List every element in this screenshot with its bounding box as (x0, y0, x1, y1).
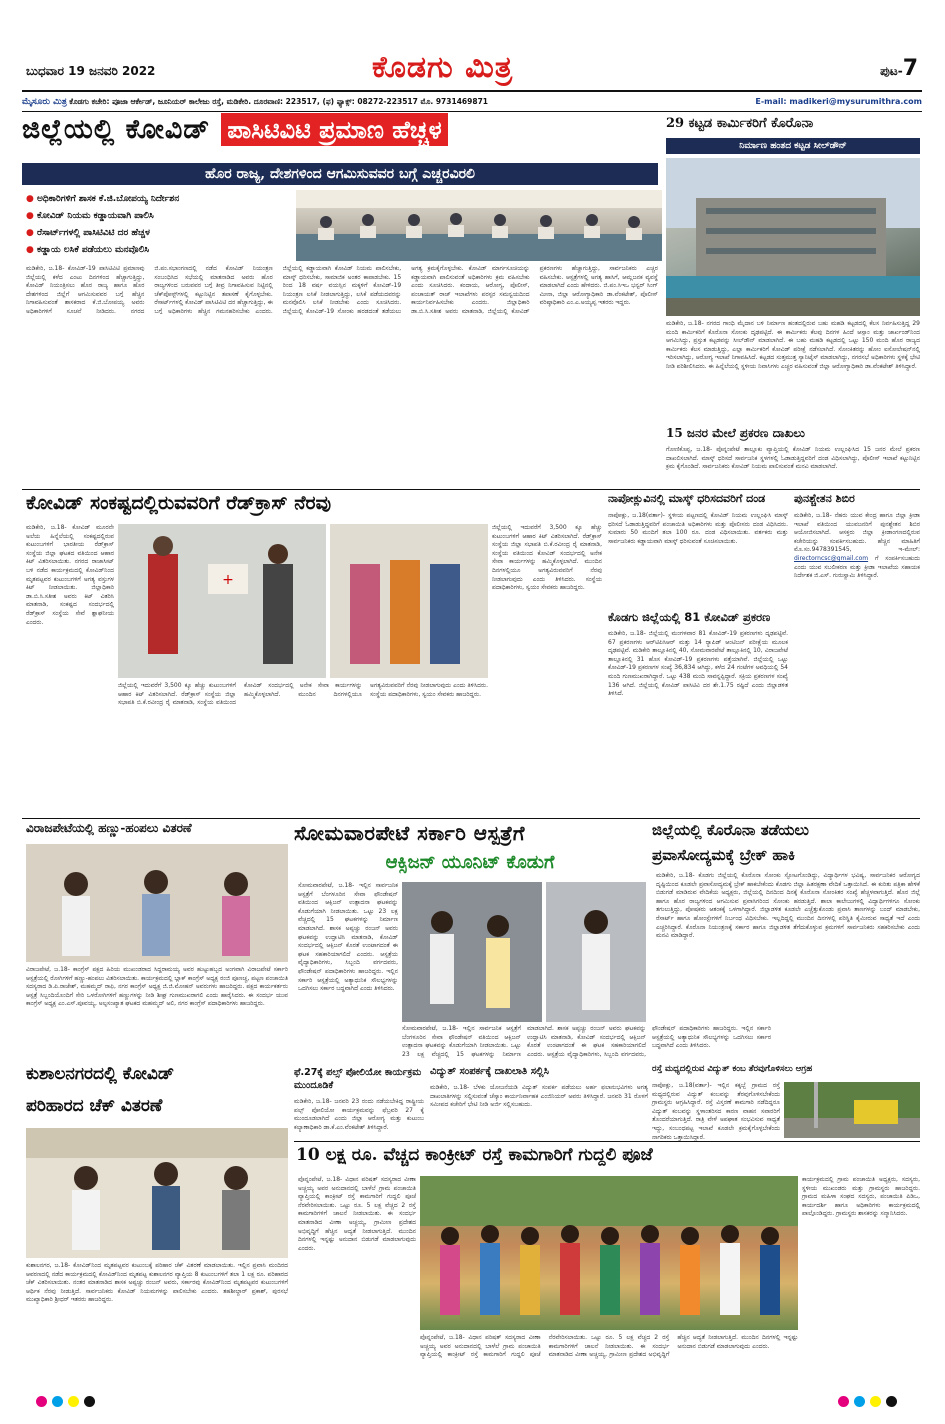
roadworks-body-right: ಕಾರ್ಯಕ್ರಮದಲ್ಲಿ ಗ್ರಾಮ ಪಂಚಾಯಿತಿ ಅಧ್ಯಕ್ಷರು, ಸದಸ್ಯರು, ಸ್ಥಳೀಯ ಮುಖಂಡರು ಮತ್ತು ಗ್ರಾಮಸ್ಥರು ಹಾಜರಿದ್ದರು. ಗ್ರಾಮದ ಮಹಿಳಾ ಸಂಘದ ಸದಸ್ಯರು, ಪಂಚಾಯಿತಿ ಪಿಡಿಒ, ಕಾರ್ಯದರ್ಶಿ ಹಾಗೂ ಅಧಿಕಾರಿಗಳು ಕಾರ್ಯಕ್ರಮದಲ್ಲಿ ಪಾಲ್ಗೊಂಡಿದ್ದರು. ಗ್ರಾಮಸ್ಥರು ಶಾಸಕರನ್ನು ಸನ್ಮಾನಿಸಿದರು. (802, 1176, 920, 1218)
divider (22, 818, 920, 819)
kushal-photo (26, 1128, 288, 1258)
page-indicator (880, 56, 918, 81)
kushal-headline-1: ಕುಶಾಲನಗರದಲ್ಲಿ ಕೋವಿಡ್ (26, 1064, 175, 1084)
cases-15-body: ಗೋಣಿಕೊಪ್ಪ, ಜ.18- ಪೊನ್ನಂಪೇಟೆ ತಾಲ್ಲೂಕು ವ್ಯಾಪ್ತಿಯಲ್ಲಿ ಕೋವಿಡ್ ನಿಯಮ ಉಲ್ಲಂಘಿಸಿದ 15 ಜನರ ಮೇಲೆ ಪ್ರಕರಣ ದಾಖಲಿಸಲಾಗಿದೆ. ಮಾಸ್ಕ್ ಧರಿಸದೆ ಸಾರ್ವಜನಿಕ ಸ್ಥಳಗಳಲ್ಲಿ ಓಡಾಡುತ್ತಿದ್ದವರಿಗೆ ದಂಡ ವಿಧಿಸಲಾಗಿದ್ದು, ಪೊಲೀಸ್ ಇಲಾಖೆ ಕಟ್ಟುನಿಟ್ಟಿನ ಕ್ರಮ ಕೈಗೊಂಡಿದೆ. ಸಾರ್ವಜನಿಕರು ಕೋವಿಡ್ ನಿಯಮ ಪಾಲಿಸುವಂತೆ ಮನವಿ ಮಾಡಲಾಗಿದೆ. (666, 446, 920, 471)
bullet-item: ● ಅಧಿಕಾರಿಗಳಿಗೆ ಶಾಸಕ ಕೆ.ಜಿ.ಬೋಪಯ್ಯ ನಿರ್ದೇಶನ (26, 194, 180, 204)
divider (22, 489, 920, 490)
roadworks-headline: 10 ಲಕ್ಷ ರೂ. ವೆಚ್ಚದ ಕಾಂಕ್ರೀಟ್ ರಸ್ತೆ ಕಾಮಗಾರಿಗೆ ಗುದ್ದಲಿ ಪೂಜೆ (296, 1145, 653, 1165)
oxygen-photo-2 (546, 882, 646, 1022)
sports-body: ಮಡಿಕೇರಿ, ಜ.18- ನೆಹರು ಯುವ ಕೇಂದ್ರ ಹಾಗೂ ಜಿಲ್ಲಾ ಕ್ರೀಡಾ ಇಲಾಖೆ ವತಿಯಿಂದ ಯುವಜನರಿಗೆ ಪುನಶ್ಚೇತನ ಶಿಬಿರ ಆಯೋಜಿಸಲಾಗಿದೆ. ಆಸಕ್ತರು ಜಿಲ್ಲಾ ಕ್ರೀಡಾಂಗಣದಲ್ಲಿರುವ ಕಚೇರಿಯನ್ನು ಸಂಪರ್ಕಿಸಬಹುದು. ಹೆಚ್ಚಿನ ಮಾಹಿತಿಗೆ ಮೊ.ಸಂ.9478391545, ಇ-ಮೇಲ್: directorncsc@gmail.com ಗೆ ಸಂಪರ್ಕಿಸಬಹುದು ಎಂದು ಯುವ ಸಬಲೀಕರಣ ಮತ್ತು ಕ್ರೀಡಾ ಇಲಾಖೆಯ ಸಹಾಯಕ ನಿರ್ದೇಶಕ ಜಿ.ಎಸ್. ಗುರುಸ್ವಾಮಿ ತಿಳಿಸಿದ್ದಾರೆ. (794, 512, 920, 580)
kushal-headline-2: ಪರಿಹಾರದ ಚೆಕ್ ವಿತರಣೆ (26, 1096, 163, 1116)
tourism-body: ಮಡಿಕೇರಿ, ಜ.18- ಕೊಡಗು ಜಿಲ್ಲೆಯಲ್ಲಿ ಕೊರೊನಾ ಸೋಂಕು ಸ್ಫೋಟಗೊಂಡಿದ್ದು, ವಿದ್ಯಾರ್ಥಿಗಳ ಭವಿಷ್ಯ, ಸಾರ್ವಜನಿಕರ ಆರೋಗ್ಯದ ದೃಷ್ಟಿಯಿಂದ ಕೂಡಲೇ ಪ್ರವಾಸೋದ್ಯಮಕ್ಕೆ ಬ್ರೇಕ್ ಹಾಕಬೇಕೆಂದು ಕೊಡಗು ಜಿಲ್ಲಾ ಹಿತರಕ್ಷಣಾ ವೇದಿಕೆ ಒತ್ತಾಯಿಸಿದೆ. ಈ ಕುರಿತು ಪತ್ರಿಕಾ ಹೇಳಿಕೆ ಬಿಡುಗಡೆ ಮಾಡಿರುವ ವೇದಿಕೆಯ ಅಧ್ಯಕ್ಷರು, ಜಿಲ್ಲೆಯಲ್ಲಿ ದಿನದಿಂದ ದಿನಕ್ಕೆ ಕೊರೊನಾ ಸೋಂಕಿತರ ಸಂಖ್ಯೆ ಹೆಚ್ಚಳವಾಗುತ್ತಿದೆ. ಹೊರ ಜಿಲ್ಲೆ ಹಾಗೂ ಹೊರ ರಾಜ್ಯಗಳಿಂದ ಆಗಮಿಸುವ ಪ್ರವಾಸಿಗರಿಂದ ಸೋಂಕು ಹರಡುತ್ತಿದೆ. ಶಾಲಾ ಕಾಲೇಜುಗಳಲ್ಲಿ ವಿದ್ಯಾರ್ಥಿಗಳಿಗೂ ಸೋಂಕು ತಗುಲುತ್ತಿದ್ದು, ಪೋಷಕರು ಆತಂಕಕ್ಕೆ ಒಳಗಾಗಿದ್ದಾರೆ. ಜಿಲ್ಲಾಡಳಿತ ಕೂಡಲೇ ಎಚ್ಚೆತ್ತುಕೊಂಡು ಪ್ರವಾಸಿ ತಾಣಗಳನ್ನು ಬಂದ್ ಮಾಡಬೇಕು, ರೆಸಾರ್ಟ್ ಹಾಗೂ ಹೋಂಸ್ಟೇಗಳಿಗೆ ನಿರ್ಬಂಧ ವಿಧಿಸಬೇಕು. ಇಲ್ಲದಿದ್ದಲ್ಲಿ ಮುಂದಿನ ದಿನಗಳಲ್ಲಿ ಪರಿಸ್ಥಿತಿ ಕೈಮೀರುವ ಸಾಧ್ಯತೆ ಇದೆ ಎಂದು ಎಚ್ಚರಿಸಿದ್ದಾರೆ. ಕೊರೊನಾ ನಿಯಂತ್ರಣಕ್ಕೆ ಸರ್ಕಾರ ಹಾಗೂ ಜಿಲ್ಲಾಡಳಿತ ತೆಗೆದುಕೊಳ್ಳುವ ಕ್ರಮಗಳಿಗೆ ಸಾರ್ವಜನಿಕರು ಸಹಕರಿಸಬೇಕು ಎಂದು ಮನವಿ ಮಾಡಿದ್ದಾರೆ. (656, 872, 920, 940)
maskfine-body: ನಾಪೋಕ್ಲು, ಜ.18(ವರ್ತಾ)- ಸ್ಥಳೀಯ ಪಟ್ಟಣದಲ್ಲಿ ಕೋವಿಡ್ ನಿಯಮ ಉಲ್ಲಂಘಿಸಿ ಮಾಸ್ಕ್ ಧರಿಸದೆ ಓಡಾಡುತ್ತಿದ್ದವರಿಗೆ ಪಂಚಾಯಿತಿ ಅಧಿಕಾರಿಗಳು ಮತ್ತು ಪೊಲೀಸರು ದಂಡ ವಿಧಿಸಿದರು. ಸುಮಾರು 50 ಮಂದಿಗೆ ತಲಾ 100 ರೂ. ದಂಡ ವಿಧಿಸಲಾಯಿತು. ವರ್ತಕರು ಮತ್ತು ಸಾರ್ವಜನಿಕರು ಕಡ್ಡಾಯವಾಗಿ ಮಾಸ್ಕ್ ಧರಿಸುವಂತೆ ಸೂಚಿಸಲಾಯಿತು. (608, 512, 788, 545)
lead-headline-part1: ಜಿಲ್ಲೆಯಲ್ಲಿ ಕೋವಿಡ್ (22, 114, 211, 145)
page-number: 7 (902, 56, 918, 81)
strip-email: E-mail: madikeri@mysurumithra.com (755, 97, 922, 106)
roadworks-photo (420, 1176, 798, 1330)
roadworks-caption: ಪೊನ್ನಂಪೇಟೆ, ಜ.18- ವಿಧಾನ ಪರಿಷತ್ ಸದಸ್ಯರಾದ ವೀಣಾ ಅಚ್ಚಯ್ಯ ಅವರ ಅನುದಾನದಲ್ಲಿ ಬಾಳೆಲೆ ಗ್ರಾಮ ಪಂಚಾಯಿತಿ ವ್ಯಾಪ್ತಿಯಲ್ಲಿ ಕಾಂಕ್ರೀಟ್ ರಸ್ತೆ ಕಾಮಗಾರಿಗೆ ಗುದ್ದಲಿ ಪೂಜೆ ನೆರವೇರಿಸಲಾಯಿತು. ಒಟ್ಟು ರೂ. 5 ಲಕ್ಷ ವೆಚ್ಚದ 2 ರಸ್ತೆ ಕಾಮಗಾರಿಗಳಿಗೆ ಚಾಲನೆ ನೀಡಲಾಯಿತು. ಈ ಸಂದರ್ಭ ಮಾತನಾಡಿದ ವೀಣಾ ಅಚ್ಚಯ್ಯ, ಗ್ರಾಮೀಣ ಪ್ರದೇಶದ ಅಭಿವೃದ್ಧಿಗೆ ಹೆಚ್ಚಿನ ಆದ್ಯತೆ ನೀಡಲಾಗುತ್ತಿದೆ. ಮುಂದಿನ ದಿನಗಳಲ್ಲಿ ಇನ್ನಷ್ಟು ಅನುದಾನ ಬಿಡುಗಡೆ ಮಾಡಲಾಗುವುದು ಎಂದರು. (420, 1334, 798, 1359)
lead-subhead: ಹೊರ ರಾಜ್ಯ, ದೇಶಗಳಿಂದ ಆಗಮಿಸುವವರ ಬಗ್ಗೆ ಎಚ್ಚರವಿರಲಿ (22, 163, 658, 185)
divider (294, 1141, 920, 1142)
virajpet-body: ವಿರಾಜಪೇಟೆ, ಜ.18- ಕಾಂಗ್ರೆಸ್ ಪಕ್ಷದ ಹಿರಿಯ ಮುಖಂಡರಾದ ಸಿದ್ದರಾಮಯ್ಯ ಅವರ ಹುಟ್ಟುಹಬ್ಬದ ಅಂಗವಾಗಿ ವಿರಾಜಪೇಟೆ ಸರ್ಕಾರಿ ಆಸ್ಪತ್ರೆಯಲ್ಲಿ ರೋಗಿಗಳಿಗೆ ಹಣ್ಣು-ಹಂಪಲು ವಿತರಿಸಲಾಯಿತು. ಕಾರ್ಯಕ್ರಮದಲ್ಲಿ ಬ್ಲಾಕ್ ಕಾಂಗ್ರೆಸ್ ಅಧ್ಯಕ್ಷ ರಂಜಿ ಪೂಣಚ್ಚ, ಪಟ್ಟಣ ಪಂಚಾಯಿತಿ ಸದಸ್ಯರಾದ ಡಿ.ಪಿ.ರಾಜೇಶ್, ಮಹಮ್ಮದ್ ರಾಫಿ, ನಗರ ಕಾಂಗ್ರೆಸ್ ಅಧ್ಯಕ್ಷ ಜಿ.ಜಿ.ಮೋಹನ್ ಅವರುಗಳು ಹಾಜರಿದ್ದರು. ಪಕ್ಷದ ಕಾರ್ಯಕರ್ತರು ಆಸ್ಪತ್ರೆ ಸಿಬ್ಬಂದಿಯೊಂದಿಗೆ ಸೇರಿ ಒಳರೋಗಿಗಳಿಗೆ ಹಣ್ಣುಗಳನ್ನು ನೀಡಿ ಶೀಘ್ರ ಗುಣಮುಖರಾಗಲಿ ಎಂದು ಹಾರೈಸಿದರು. ಈ ಸಂದರ್ಭ ಯುವ ಕಾಂಗ್ರೆಸ್ ಅಧ್ಯಕ್ಷ ಎಂ.ಎಸ್.ಪೂವಯ್ಯ, ಅಲ್ಪಸಂಖ್ಯಾತ ಘಟಕದ ಮಹಮ್ಮದ್ ಅಲಿ, ನಗರ ಕಾಂಗ್ರೆಸ್ ಪದಾಧಿಕಾರಿಗಳು ಹಾಜರಿದ್ದರು. (26, 966, 288, 1008)
redcross-headline: ಕೋವಿಡ್ ಸಂಕಷ್ಟದಲ್ಲಿರುವವರಿಗೆ ರೆಡ್‌ಕ್ರಾಸ್ ನೆರವು (26, 492, 332, 514)
redcross-body-far: ಜಿಲ್ಲೆಯಲ್ಲಿ ಇದುವರೆಗೆ 3,500 ಕ್ಕೂ ಹೆಚ್ಚು ಕುಟುಂಬಗಳಿಗೆ ಆಹಾರ ಕಿಟ್ ವಿತರಿಸಲಾಗಿದೆ. ರೆಡ್‌ಕ್ರಾಸ್ ಸಂಸ್ಥೆಯ ಜಿಲ್ಲಾ ಸಭಾಪತಿ ಬಿ.ಕೆ.ರವೀಂದ್ರ ರೈ ಮಾತನಾಡಿ, ಸಂಸ್ಥೆಯ ವತಿಯಿಂದ ಕೋವಿಡ್ ಸಂದರ್ಭದಲ್ಲಿ ಅನೇಕ ಸೇವಾ ಕಾರ್ಯಗಳನ್ನು ಹಮ್ಮಿಕೊಳ್ಳಲಾಗಿದೆ. ಮುಂದಿನ ದಿನಗಳಲ್ಲಿಯೂ ಅಗತ್ಯವಿರುವವರಿಗೆ ನೆರವು ನೀಡಲಾಗುವುದು ಎಂದು ತಿಳಿಸಿದರು. ಸಂಸ್ಥೆಯ ಪದಾಧಿಕಾರಿಗಳು, ಸ್ವಯಂ ಸೇವಕರು ಹಾಜರಿದ್ದರು. (492, 524, 602, 592)
lead-headline (22, 114, 654, 156)
building-subhead: ನಿರ್ಮಾಣ ಹಂತದ ಕಟ್ಟಡ ಸೀಲ್‌ಡೌನ್ (666, 138, 920, 154)
lead-photo (296, 190, 662, 261)
polio-headline: ಫೆ.27ಕ್ಕೆ ಪಲ್ಸ್ ಪೋಲಿಯೋ ಕಾರ್ಯಕ್ರಮ ಮುಂದೂಡಿಕೆ (294, 1067, 422, 1091)
redcross-photo-1 (118, 524, 326, 678)
redcross-body-left: ಮಡಿಕೇರಿ, ಜ.18- ಕೋವಿಡ್ ಮೂರನೇ ಅಲೆಯ ಹಿನ್ನೆಲೆಯಲ್ಲಿ ಸಂಕಷ್ಟದಲ್ಲಿರುವ ಕುಟುಂಬಗಳಿಗೆ ಭಾರತೀಯ ರೆಡ್‌ಕ್ರಾಸ್ ಸಂಸ್ಥೆಯ ಜಿಲ್ಲಾ ಘಟಕದ ವತಿಯಿಂದ ಆಹಾರ ಕಿಟ್ ವಿತರಿಸಲಾಯಿತು. ನಗರದ ರಾಜಾಸೀಟ್ ಬಳಿ ನಡೆದ ಕಾರ್ಯಕ್ರಮದಲ್ಲಿ ಕೋವಿಡ್‌ನಿಂದ ಮೃತಪಟ್ಟವರ ಕುಟುಂಬಗಳಿಗೆ ಅಗತ್ಯ ವಸ್ತುಗಳ ಕಿಟ್ ನೀಡಲಾಯಿತು. ಜಿಲ್ಲಾಧಿಕಾರಿ ಡಾ.ಬಿ.ಸಿ.ಸತೀಶ ಅವರು ಕಿಟ್ ವಿತರಿಸಿ ಮಾತನಾಡಿ, ಸಂಕಷ್ಟದ ಸಂದರ್ಭದಲ್ಲಿ ರೆಡ್‌ಕ್ರಾಸ್ ಸಂಸ್ಥೆಯ ಸೇವೆ ಶ್ಲಾಘನೀಯ ಎಂದರು. (26, 524, 114, 626)
oxygen-photo-1 (402, 882, 542, 1022)
virajpet-headline: ವಿರಾಜಪೇಟೆಯಲ್ಲಿ ಹಣ್ಣು-ಹಂಪಲು ವಿತರಣೆ (26, 821, 192, 835)
kodagu81-body: ಮಡಿಕೇರಿ, ಜ.18- ಜಿಲ್ಲೆಯಲ್ಲಿ ಮಂಗಳವಾರ 81 ಕೋವಿಡ್-19 ಪ್ರಕರಣಗಳು ದೃಢಪಟ್ಟಿವೆ. 67 ಪ್ರಕರಣಗಳು ಆರ್‌ಟಿಪಿಸಿಆರ್ ಮತ್ತು 14 ರ‍್ಯಾಪಿಡ್ ಆಂಟಿಜನ್ ಪರೀಕ್ಷೆಯ ಮೂಲಕ ದೃಢಪಟ್ಟಿವೆ. ಮಡಿಕೇರಿ ತಾಲ್ಲೂಕಿನಲ್ಲಿ 40, ಸೋಮವಾರಪೇಟೆ ತಾಲ್ಲೂಕಿನಲ್ಲಿ 10, ವಿರಾಜಪೇಟೆ ತಾಲ್ಲೂಕಿನಲ್ಲಿ 31 ಹೊಸ ಕೋವಿಡ್-19 ಪ್ರಕರಣಗಳು ಪತ್ತೆಯಾಗಿವೆ. ಜಿಲ್ಲೆಯಲ್ಲಿ ಒಟ್ಟು ಕೋವಿಡ್-19 ಪ್ರಕರಣಗಳ ಸಂಖ್ಯೆ 36,834 ಆಗಿದ್ದು, ಕಳೆದ 24 ಗಂಟೆಗಳ ಅವಧಿಯಲ್ಲಿ 54 ಮಂದಿ ಗುಣಮುಖರಾಗಿದ್ದಾರೆ. ಒಟ್ಟು 438 ಮಂದಿ ಸಾವನ್ನಪ್ಪಿದ್ದಾರೆ. ಸಕ್ರಿಯ ಪ್ರಕರಣಗಳ ಸಂಖ್ಯೆ 136 ಆಗಿದೆ. ಜಿಲ್ಲೆಯಲ್ಲಿ ಕೋವಿಡ್ ಪಾಸಿಟಿವಿ ದರ ಶೇ.1.75 ರಷ್ಟಿದೆ ಎಂದು ಜಿಲ್ಲಾಡಳಿತ ತಿಳಿಸಿದೆ. (608, 630, 788, 698)
page-label: ಪುಟ- (880, 64, 903, 78)
lead-bullets (26, 191, 288, 266)
sports-email-link[interactable]: directorncsc@gmail.com (794, 554, 869, 562)
building-photo (666, 158, 920, 316)
bullet-item: ● ಕಡ್ಡಾಯ ಲಸಿಕೆ ಪಡೆಯಲು ಮನವೊಲಿಸಿ (26, 245, 150, 255)
sports-headline: ಪುನಶ್ಚೇತನ ಶಿಬಿರ (794, 492, 855, 505)
roadpole-body: ನಾಪೋಕ್ಲು, ಜ.18(ವರ್ತಾ)- ಇಲ್ಲಿನ ಕಕ್ಕಬ್ಬೆ ಗ್ರಾಮದ ರಸ್ತೆ ಮಧ್ಯದಲ್ಲಿರುವ ವಿದ್ಯುತ್ ಕಂಬವನ್ನು ತೆರವುಗೊಳಿಸಬೇಕೆಂದು ಗ್ರಾಮಸ್ಥರು ಆಗ್ರಹಿಸಿದ್ದಾರೆ. ರಸ್ತೆ ವಿಸ್ತರಣೆ ಕಾಮಗಾರಿ ನಡೆದಿದ್ದರೂ ವಿದ್ಯುತ್ ಕಂಬವನ್ನು ಸ್ಥಳಾಂತರಿಸದ ಕಾರಣ ವಾಹನ ಸವಾರರಿಗೆ ತೊಂದರೆಯಾಗುತ್ತಿದೆ. ರಾತ್ರಿ ವೇಳೆ ಅಪಘಾತ ಸಂಭವಿಸುವ ಸಾಧ್ಯತೆ ಇದ್ದು, ಸಂಬಂಧಪಟ್ಟ ಇಲಾಖೆ ಕೂಡಲೇ ಕ್ರಮಕೈಗೊಳ್ಳಬೇಕೆಂದು ನಾಗರಿಕರು ಒತ್ತಾಯಿಸಿದ್ದಾರೆ. (652, 1082, 780, 1141)
tourism-headline-1: ಜಿಲ್ಲೆಯಲ್ಲಿ ಕೊರೊನಾ ತಡೆಯಲು (652, 821, 809, 839)
strip-brand: ಮೈಸೂರು ಮಿತ್ರ (22, 97, 67, 107)
oxygen-headline: ಸೋಮವಾರಪೇಟೆ ಸರ್ಕಾರಿ ಆಸ್ಪತ್ರೆಗೆ (294, 821, 525, 845)
lead-body: ಮಡಿಕೇರಿ, ಜ.18- ಕೋವಿಡ್-19 ಪಾಸಿಟಿವಿಟಿ ಪ್ರಮಾಣವು ಜಿಲ್ಲೆಯಲ್ಲಿ ಕಳೆದ ಎಂಟು ದಿನಗಳಿಂದ ಹೆಚ್ಚಾಗುತ್ತಿದ್ದು, ಕೋವಿಡ್ ನಿಯಂತ್ರಿಸಲು ಹೊರ ರಾಜ್ಯ ಹಾಗೂ ಹೊರ ದೇಶಗಳಿಂದ ಜಿಲ್ಲೆಗೆ ಆಗಮಿಸುವವರ ಬಗ್ಗೆ ಹೆಚ್ಚಿನ ನಿಗಾವಹಿಸುವಂತೆ ಶಾಸಕರಾದ ಕೆ.ಜಿ.ಬೋಪಯ್ಯ ಅವರು ಅಧಿಕಾರಿಗಳಿಗೆ ಸೂಚನೆ ನೀಡಿದರು. ನಗರದ ಜಿ.ಪಂ.ಸಭಾಂಗಣದಲ್ಲಿ ನಡೆದ ಕೋವಿಡ್ ನಿಯಂತ್ರಣ ಸಂಬಂಧಿಸಿದ ಸಭೆಯಲ್ಲಿ ಮಾತನಾಡಿದ ಅವರು ಹೊರ ರಾಜ್ಯಗಳಿಂದ ಬರುವವರ ಬಗ್ಗೆ ತೀವ್ರ ನಿಗಾವಹಿಸುವ ನಿಟ್ಟಿನಲ್ಲಿ ಚೆಕ್‌ಪೋಸ್ಟ್‌ಗಳಲ್ಲಿ ಕಟ್ಟುನಿಟ್ಟಿನ ತಪಾಸಣೆ ಕೈಗೊಳ್ಳಬೇಕು. ರೆಸಾರ್ಟ್‌ಗಳಲ್ಲಿ ಕೋವಿಡ್ ಪಾಸಿಟಿವಿಟಿ ದರ ಹೆಚ್ಚಾಗುತ್ತಿದ್ದು, ಈ ಬಗ್ಗೆ ಅಧಿಕಾರಿಗಳು ಹೆಚ್ಚಿನ ಗಮನಹರಿಸಬೇಕು ಎಂದರು. ಜಿಲ್ಲೆಯಲ್ಲಿ ಕಡ್ಡಾಯವಾಗಿ ಕೋವಿಡ್ ನಿಯಮ ಪಾಲಿಸಬೇಕು, ಮಾಸ್ಕ್ ಧರಿಸಬೇಕು, ಸಾಮಾಜಿಕ ಅಂತರ ಕಾಪಾಡಬೇಕು. 15 ರಿಂದ 18 ವರ್ಷ ವಯಸ್ಸಿನ ಮಕ್ಕಳಿಗೆ ಕೋವಿಡ್-19 ನಿಯಂತ್ರಣ ಲಸಿಕೆ ನೀಡಲಾಗುತ್ತಿದ್ದು, ಲಸಿಕೆ ಪಡೆಯದವರನ್ನು ಮನವೊಲಿಸಿ ಲಸಿಕೆ ನೀಡಬೇಕು ಎಂದು ಸೂಚಿಸಿದರು. ಜಿಲ್ಲೆಯಲ್ಲಿ ಕೋವಿಡ್-19 ಸೋಂಕು ಹರಡದಂತೆ ತಡೆಯಲು ಅಗತ್ಯ ಕ್ರಮಕೈಗೊಳ್ಳಬೇಕು. ಕೋವಿಡ್ ಮಾರ್ಗಸೂಚಿಯನ್ನು ಕಡ್ಡಾಯವಾಗಿ ಪಾಲಿಸುವಂತೆ ಅಧಿಕಾರಿಗಳು ಕ್ರಮ ವಹಿಸಬೇಕು ಎಂದು ಸೂಚಿಸಿದರು. ಕಂದಾಯ, ಆರೋಗ್ಯ, ಪೊಲೀಸ್, ಪಂಚಾಯತ್ ರಾಜ್ ಇಲಾಖೆಗಳು ಪರಸ್ಪರ ಸಮನ್ವಯದಿಂದ ಕಾರ್ಯನಿರ್ವಹಿಸಬೇಕು ಎಂದರು. ಜಿಲ್ಲಾಧಿಕಾರಿ ಡಾ.ಬಿ.ಸಿ.ಸತೀಶ ಅವರು ಮಾತನಾಡಿ, ಜಿಲ್ಲೆಯಲ್ಲಿ ಕೋವಿಡ್ ಪ್ರಕರಣಗಳು ಹೆಚ್ಚಾಗುತ್ತಿದ್ದು, ಸಾರ್ವಜನಿಕರು ಎಚ್ಚರ ವಹಿಸಬೇಕು. ಆಸ್ಪತ್ರೆಗಳಲ್ಲಿ ಅಗತ್ಯ ಹಾಸಿಗೆ, ಆಮ್ಲಜನಕ ವ್ಯವಸ್ಥೆ ಮಾಡಲಾಗಿದೆ ಎಂದು ಹೇಳಿದರು. ಜಿ.ಪಂ.ಸಿಇಒ ಭನ್ವರ್ ಸಿಂಗ್ ಮೀನಾ, ಜಿಲ್ಲಾ ಆರೋಗ್ಯಾಧಿಕಾರಿ ಡಾ.ವೆಂಕಟೇಶ್, ಪೊಲೀಸ್ ವರಿಷ್ಠಾಧಿಕಾರಿ ಎಂ.ಎ.ಅಯ್ಯಪ್ಪ ಇತರರು ಇದ್ದರು. (26, 265, 658, 315)
virajpet-photo (26, 844, 288, 962)
electricity-headline: ವಿದ್ಯುತ್ ಸಂಪರ್ಕಕ್ಕೆ ದಾಖಲಾತಿ ಸಲ್ಲಿಸಿ (430, 1066, 549, 1077)
masthead (22, 50, 922, 90)
tourism-headline-2: ಪ್ರವಾಸೋದ್ಯಮಕ್ಕೆ ಬ್ರೇಕ್ ಹಾಕಿ (652, 846, 796, 864)
maskfine-headline: ನಾಪೋಕ್ಲುವಿನಲ್ಲಿ ಮಾಸ್ಕ್ ಧರಿಸದವರಿಗೆ ದಂಡ (608, 492, 766, 505)
cases-15-headline: 15 ಜನರ ಮೇಲೆ ಪ್ರಕರಣ ದಾಖಲು (666, 426, 805, 440)
lead-headline-part2: ಪಾಸಿಟಿವಿಟಿ ಪ್ರಮಾಣ ಹೆಚ್ಚಳ (221, 113, 447, 146)
issue-date: ಬುಧವಾರ 19 ಜನವರಿ 2022 (26, 64, 156, 78)
paper-title: ಕೊಡಗು ಮಿತ್ರ (372, 50, 514, 85)
building-headline: 29 ಕಟ್ಟಡ ಕಾರ್ಮಿಕರಿಗೆ ಕೊರೊನಾ (666, 116, 814, 131)
kodagu81-headline: ಕೊಡಗು ಜಿಲ್ಲೆಯಲ್ಲಿ 81 ಕೋವಿಡ್ ಪ್ರಕರಣ (608, 610, 771, 624)
oxygen-body: ಸೋಮವಾರಪೇಟೆ, ಜ.18- ಇಲ್ಲಿನ ಸಾರ್ವಜನಿಕ ಆಸ್ಪತ್ರೆಗೆ ಬೆಂಗಳೂರಿನ ಸೇವಾ ಫೌಂಡೇಷನ್ ವತಿಯಿಂದ ಆಕ್ಸಿಜನ್ ಉತ್ಪಾದನಾ ಘಟಕವನ್ನು ಕೊಡುಗೆಯಾಗಿ ನೀಡಲಾಯಿತು. ಒಟ್ಟು 23 ಲಕ್ಷ ವೆಚ್ಚದಲ್ಲಿ 15 ಘಟಕಗಳನ್ನು ನಿರ್ಮಾಣ ಮಾಡಲಾಗಿದೆ. ಶಾಸಕ ಅಪ್ಪಚ್ಚು ರಂಜನ್ ಅವರು ಘಟಕವನ್ನು ಉದ್ಘಾಟಿಸಿ ಮಾತನಾಡಿ, ಕೋವಿಡ್ ಸಂದರ್ಭದಲ್ಲಿ ಆಕ್ಸಿಜನ್ ಕೊರತೆ ಉಂಟಾಗದಂತೆ ಈ ಘಟಕ ಸಹಕಾರಿಯಾಗಲಿದೆ ಎಂದರು. ಆಸ್ಪತ್ರೆಯ ವೈದ್ಯಾಧಿಕಾರಿಗಳು, ಸಿಬ್ಬಂದಿ ವರ್ಗದವರು, ಫೌಂಡೇಷನ್ ಪದಾಧಿಕಾರಿಗಳು ಹಾಜರಿದ್ದರು. ಇಲ್ಲಿನ ಸರ್ಕಾರಿ ಆಸ್ಪತ್ರೆಯಲ್ಲಿ ಅತ್ಯಾಧುನಿಕ ಸೌಲಭ್ಯಗಳನ್ನು ಒದಗಿಸಲು ಸರ್ಕಾರ ಬದ್ಧವಾಗಿದೆ ಎಂದು ತಿಳಿಸಿದರು. (298, 882, 398, 993)
strip-address: ಕೊಡಗು ಕಚೇರಿ: ಪೂಜಾ ಆರ್ಕೇಡ್, ಜೂನಿಯರ್ ಕಾಲೇಜು ರಸ್ತೆ, ಮಡಿಕೇರಿ. ದೂರವಾಣಿ: 223517, (ಫ) ಫ್ಯಾಕ್ಸ್: 08272-223517 ಮೊ. 9731469871 (69, 97, 489, 106)
svg-text:+: + (222, 572, 234, 588)
building-body: ಮಡಿಕೇರಿ, ಜ.18- ನಗರದ ಗಾಂಧಿ ಮೈದಾನ ಬಳಿ ನಿರ್ಮಾಣ ಹಂತದಲ್ಲಿರುವ ಬಹು ಮಹಡಿ ಕಟ್ಟಡದಲ್ಲಿ ಕೆಲಸ ನಿರ್ವಹಿಸುತ್ತಿದ್ದ 29 ಮಂದಿ ಕಾರ್ಮಿಕರಿಗೆ ಕೊರೊನಾ ಸೋಂಕು ದೃಢಪಟ್ಟಿದೆ. ಈ ಕಾರ್ಮಿಕರು ಕೆಲವು ದಿನಗಳ ಹಿಂದೆ ಆಸ್ಸಾಂ ಮತ್ತು ಜಾರ್ಖಂಡ್‌ನಿಂದ ಆಗಮಿಸಿದ್ದು, ಪ್ರಸ್ತುತ ಕಟ್ಟಡವನ್ನು ಸೀಲ್‌ಡೌನ್ ಮಾಡಲಾಗಿದೆ. ಈ ಬಹು ಮಹಡಿ ಕಟ್ಟಡದಲ್ಲಿ ಒಟ್ಟು 150 ಮಂದಿ ಹೊರ ರಾಜ್ಯದ ಕಾರ್ಮಿಕರು ಕೆಲಸ ಮಾಡುತ್ತಿದ್ದು, ಎಲ್ಲಾ ಕಾರ್ಮಿಕರಿಗೆ ಕೋವಿಡ್ ಪರೀಕ್ಷೆ ನಡೆಸಲಾಗಿದೆ. ಸೋಂಕಿತರನ್ನು ಹೋಂ ಐಸೋಲೇಷನ್‌ನಲ್ಲಿ ಇರಿಸಲಾಗಿದ್ದು, ಆರೋಗ್ಯ ಇಲಾಖೆ ನಿಗಾವಹಿಸಿದೆ. ಕಟ್ಟಡದ ಸುತ್ತಮುತ್ತ ಸ್ಯಾನಿಟೈಸ್ ಮಾಡಲಾಗಿದ್ದು, ನಗರಸಭೆ ಅಧಿಕಾರಿಗಳು ಸ್ಥಳಕ್ಕೆ ಭೇಟಿ ನೀಡಿ ಪರಿಶೀಲಿಸಿದರು. ಈ ಹಿನ್ನೆಲೆಯಲ್ಲಿ ಸ್ಥಳೀಯ ನಿವಾಸಿಗಳು ಎಚ್ಚರ ವಹಿಸುವಂತೆ ಜಿಲ್ಲಾ ಆರೋಗ್ಯಾಧಿಕಾರಿ ಡಾ.ವೆಂಕಟೇಶ್ ತಿಳಿಸಿದ್ದಾರೆ. (666, 320, 920, 370)
contact-strip (22, 94, 922, 110)
redcross-body-right: ಜಿಲ್ಲೆಯಲ್ಲಿ ಇದುವರೆಗೆ 3,500 ಕ್ಕೂ ಹೆಚ್ಚು ಕುಟುಂಬಗಳಿಗೆ ಆಹಾರ ಕಿಟ್ ವಿತರಿಸಲಾಗಿದೆ. ರೆಡ್‌ಕ್ರಾಸ್ ಸಂಸ್ಥೆಯ ಜಿಲ್ಲಾ ಸಭಾಪತಿ ಬಿ.ಕೆ.ರವೀಂದ್ರ ರೈ ಮಾತನಾಡಿ, ಸಂಸ್ಥೆಯ ವತಿಯಿಂದ ಕೋವಿಡ್ ಸಂದರ್ಭದಲ್ಲಿ ಅನೇಕ ಸೇವಾ ಕಾರ್ಯಗಳನ್ನು ಹಮ್ಮಿಕೊಳ್ಳಲಾಗಿದೆ. ಮುಂದಿನ ದಿನಗಳಲ್ಲಿಯೂ ಅಗತ್ಯವಿರುವವರಿಗೆ ನೆರವು ನೀಡಲಾಗುವುದು ಎಂದು ತಿಳಿಸಿದರು. ಸಂಸ್ಥೆಯ ಪದಾಧಿಕಾರಿಗಳು, ಸ್ವಯಂ ಸೇವಕರು ಹಾಜರಿದ್ದರು. (118, 682, 488, 707)
roadpole-headline: ರಸ್ತೆ ಮಧ್ಯದಲ್ಲಿರುವ ವಿದ್ಯುತ್ ಕಂಬ ತೆರವುಗೊಳಿಸಲು ಆಗ್ರಹ (652, 1064, 813, 1074)
electricity-body: ಮಡಿಕೇರಿ, ಜ.18- ಬೆಳಕು ಯೋಜನೆಯಡಿ ವಿದ್ಯುತ್ ಸಂಪರ್ಕ ಪಡೆಯಲು ಅರ್ಹ ಫಲಾನುಭವಿಗಳು ಅಗತ್ಯ ದಾಖಲಾತಿಗಳನ್ನು ಸಲ್ಲಿಸುವಂತೆ ಚೆಸ್ಕಾಂ ಕಾರ್ಯನಿರ್ವಾಹಕ ಎಂಜಿನಿಯರ್ ಅವರು ತಿಳಿಸಿದ್ದಾರೆ. ಜನವರಿ 31 ರೊಳಗೆ ಸಮೀಪದ ಕಚೇರಿಗೆ ಭೇಟಿ ನೀಡಿ ಅರ್ಜಿ ಸಲ್ಲಿಸಬಹುದು. (430, 1084, 648, 1109)
strip-rule (22, 111, 922, 112)
oxygen-subhead: ಆಕ್ಸಿಜನ್ ಯೂನಿಟ್ ಕೊಡುಗೆ (385, 852, 555, 873)
registration-marks (0, 1392, 945, 1412)
bullet-item: ● ಕೋವಿಡ್ ನಿಯಮ ಕಡ್ಡಾಯವಾಗಿ ಪಾಲಿಸಿ (26, 211, 154, 221)
bullet-item: ● ರೆಸಾರ್ಟ್‌ಗಳಲ್ಲಿ ಪಾಸಿಟಿವಿಟಿ ದರ ಹೆಚ್ಚಳ (26, 228, 150, 238)
roadworks-body-left: ಪೊನ್ನಂಪೇಟೆ, ಜ.18- ವಿಧಾನ ಪರಿಷತ್ ಸದಸ್ಯರಾದ ವೀಣಾ ಅಚ್ಚಯ್ಯ ಅವರ ಅನುದಾನದಲ್ಲಿ ಬಾಳೆಲೆ ಗ್ರಾಮ ಪಂಚಾಯಿತಿ ವ್ಯಾಪ್ತಿಯಲ್ಲಿ ಕಾಂಕ್ರೀಟ್ ರಸ್ತೆ ಕಾಮಗಾರಿಗೆ ಗುದ್ದಲಿ ಪೂಜೆ ನೆರವೇರಿಸಲಾಯಿತು. ಒಟ್ಟು ರೂ. 5 ಲಕ್ಷ ವೆಚ್ಚದ 2 ರಸ್ತೆ ಕಾಮಗಾರಿಗಳಿಗೆ ಚಾಲನೆ ನೀಡಲಾಯಿತು. ಈ ಸಂದರ್ಭ ಮಾತನಾಡಿದ ವೀಣಾ ಅಚ್ಚಯ್ಯ, ಗ್ರಾಮೀಣ ಪ್ರದೇಶದ ಅಭಿವೃದ್ಧಿಗೆ ಹೆಚ್ಚಿನ ಆದ್ಯತೆ ನೀಡಲಾಗುತ್ತಿದೆ. ಮುಂದಿನ ದಿನಗಳಲ್ಲಿ ಇನ್ನಷ್ಟು ಅನುದಾನ ಬಿಡುಗಡೆ ಮಾಡಲಾಗುವುದು ಎಂದರು. (298, 1176, 416, 1252)
roadpole-photo (784, 1082, 920, 1138)
masthead-rule (22, 90, 922, 92)
redcross-photo-2 (330, 524, 488, 678)
oxygen-caption: ಸೋಮವಾರಪೇಟೆ, ಜ.18- ಇಲ್ಲಿನ ಸಾರ್ವಜನಿಕ ಆಸ್ಪತ್ರೆಗೆ ಬೆಂಗಳೂರಿನ ಸೇವಾ ಫೌಂಡೇಷನ್ ವತಿಯಿಂದ ಆಕ್ಸಿಜನ್ ಉತ್ಪಾದನಾ ಘಟಕವನ್ನು ಕೊಡುಗೆಯಾಗಿ ನೀಡಲಾಯಿತು. ಒಟ್ಟು 23 ಲಕ್ಷ ವೆಚ್ಚದಲ್ಲಿ 15 ಘಟಕಗಳನ್ನು ನಿರ್ಮಾಣ ಮಾಡಲಾಗಿದೆ. ಶಾಸಕ ಅಪ್ಪಚ್ಚು ರಂಜನ್ ಅವರು ಘಟಕವನ್ನು ಉದ್ಘಾಟಿಸಿ ಮಾತನಾಡಿ, ಕೋವಿಡ್ ಸಂದರ್ಭದಲ್ಲಿ ಆಕ್ಸಿಜನ್ ಕೊರತೆ ಉಂಟಾಗದಂತೆ ಈ ಘಟಕ ಸಹಕಾರಿಯಾಗಲಿದೆ ಎಂದರು. ಆಸ್ಪತ್ರೆಯ ವೈದ್ಯಾಧಿಕಾರಿಗಳು, ಸಿಬ್ಬಂದಿ ವರ್ಗದವರು, ಫೌಂಡೇಷನ್ ಪದಾಧಿಕಾರಿಗಳು ಹಾಜರಿದ್ದರು. ಇಲ್ಲಿನ ಸರ್ಕಾರಿ ಆಸ್ಪತ್ರೆಯಲ್ಲಿ ಅತ್ಯಾಧುನಿಕ ಸೌಲಭ್ಯಗಳನ್ನು ಒದಗಿಸಲು ಸರ್ಕಾರ ಬದ್ಧವಾಗಿದೆ ಎಂದು ತಿಳಿಸಿದರು. (402, 1025, 771, 1058)
polio-body: ಮಡಿಕೇರಿ, ಜ.18- ಜನವರಿ 23 ರಂದು ನಡೆಯಬೇಕಿದ್ದ ರಾಷ್ಟ್ರೀಯ ಪಲ್ಸ್ ಪೋಲಿಯೋ ಕಾರ್ಯಕ್ರಮವನ್ನು ಫೆಬ್ರವರಿ 27 ಕ್ಕೆ ಮುಂದೂಡಲಾಗಿದೆ ಎಂದು ಜಿಲ್ಲಾ ಆರೋಗ್ಯ ಮತ್ತು ಕುಟುಂಬ ಕಲ್ಯಾಣಾಧಿಕಾರಿ ಡಾ.ಕೆ.ಎಂ.ವೆಂಕಟೇಶ್ ತಿಳಿಸಿದ್ದಾರೆ. (294, 1098, 424, 1131)
kushal-body: ಕುಶಾಲನಗರ, ಜ.18- ಕೋವಿಡ್‌ನಿಂದ ಮೃತಪಟ್ಟವರ ಕುಟುಂಬಕ್ಕೆ ಪರಿಹಾರ ಚೆಕ್ ವಿತರಣೆ ಮಾಡಲಾಯಿತು. ಇಲ್ಲಿನ ಪ್ರವಾಸಿ ಮಂದಿರದ ಆವರಣದಲ್ಲಿ ನಡೆದ ಕಾರ್ಯಕ್ರಮದಲ್ಲಿ ಕೋವಿಡ್‌ನಿಂದ ಮೃತಪಟ್ಟ ಕುಶಾಲನಗರ ವ್ಯಾಪ್ತಿಯ 8 ಕುಟುಂಬಗಳಿಗೆ ತಲಾ 1 ಲಕ್ಷ ರೂ. ಪರಿಹಾರದ ಚೆಕ್ ವಿತರಿಸಲಾಯಿತು. ನಂತರ ಮಾತನಾಡಿದ ಶಾಸಕ ಅಪ್ಪಚ್ಚು ರಂಜನ್ ಅವರು, ಸರ್ಕಾರವು ಕೋವಿಡ್‌ನಿಂದ ಮೃತಪಟ್ಟವರ ಕುಟುಂಬಗಳಿಗೆ ಆರ್ಥಿಕ ನೆರವು ನೀಡುತ್ತಿದೆ. ಸಾರ್ವಜನಿಕರು ಕೋವಿಡ್ ನಿಯಮಗಳನ್ನು ಪಾಲಿಸಬೇಕು ಎಂದರು. ತಹಶೀಲ್ದಾರ್ ಪ್ರಕಾಶ್, ಪುರಸಭೆ ಮುಖ್ಯಾಧಿಕಾರಿ ಶ್ರೀಧರ್ ಇತರರು ಹಾಜರಿದ್ದರು. (26, 1262, 288, 1304)
